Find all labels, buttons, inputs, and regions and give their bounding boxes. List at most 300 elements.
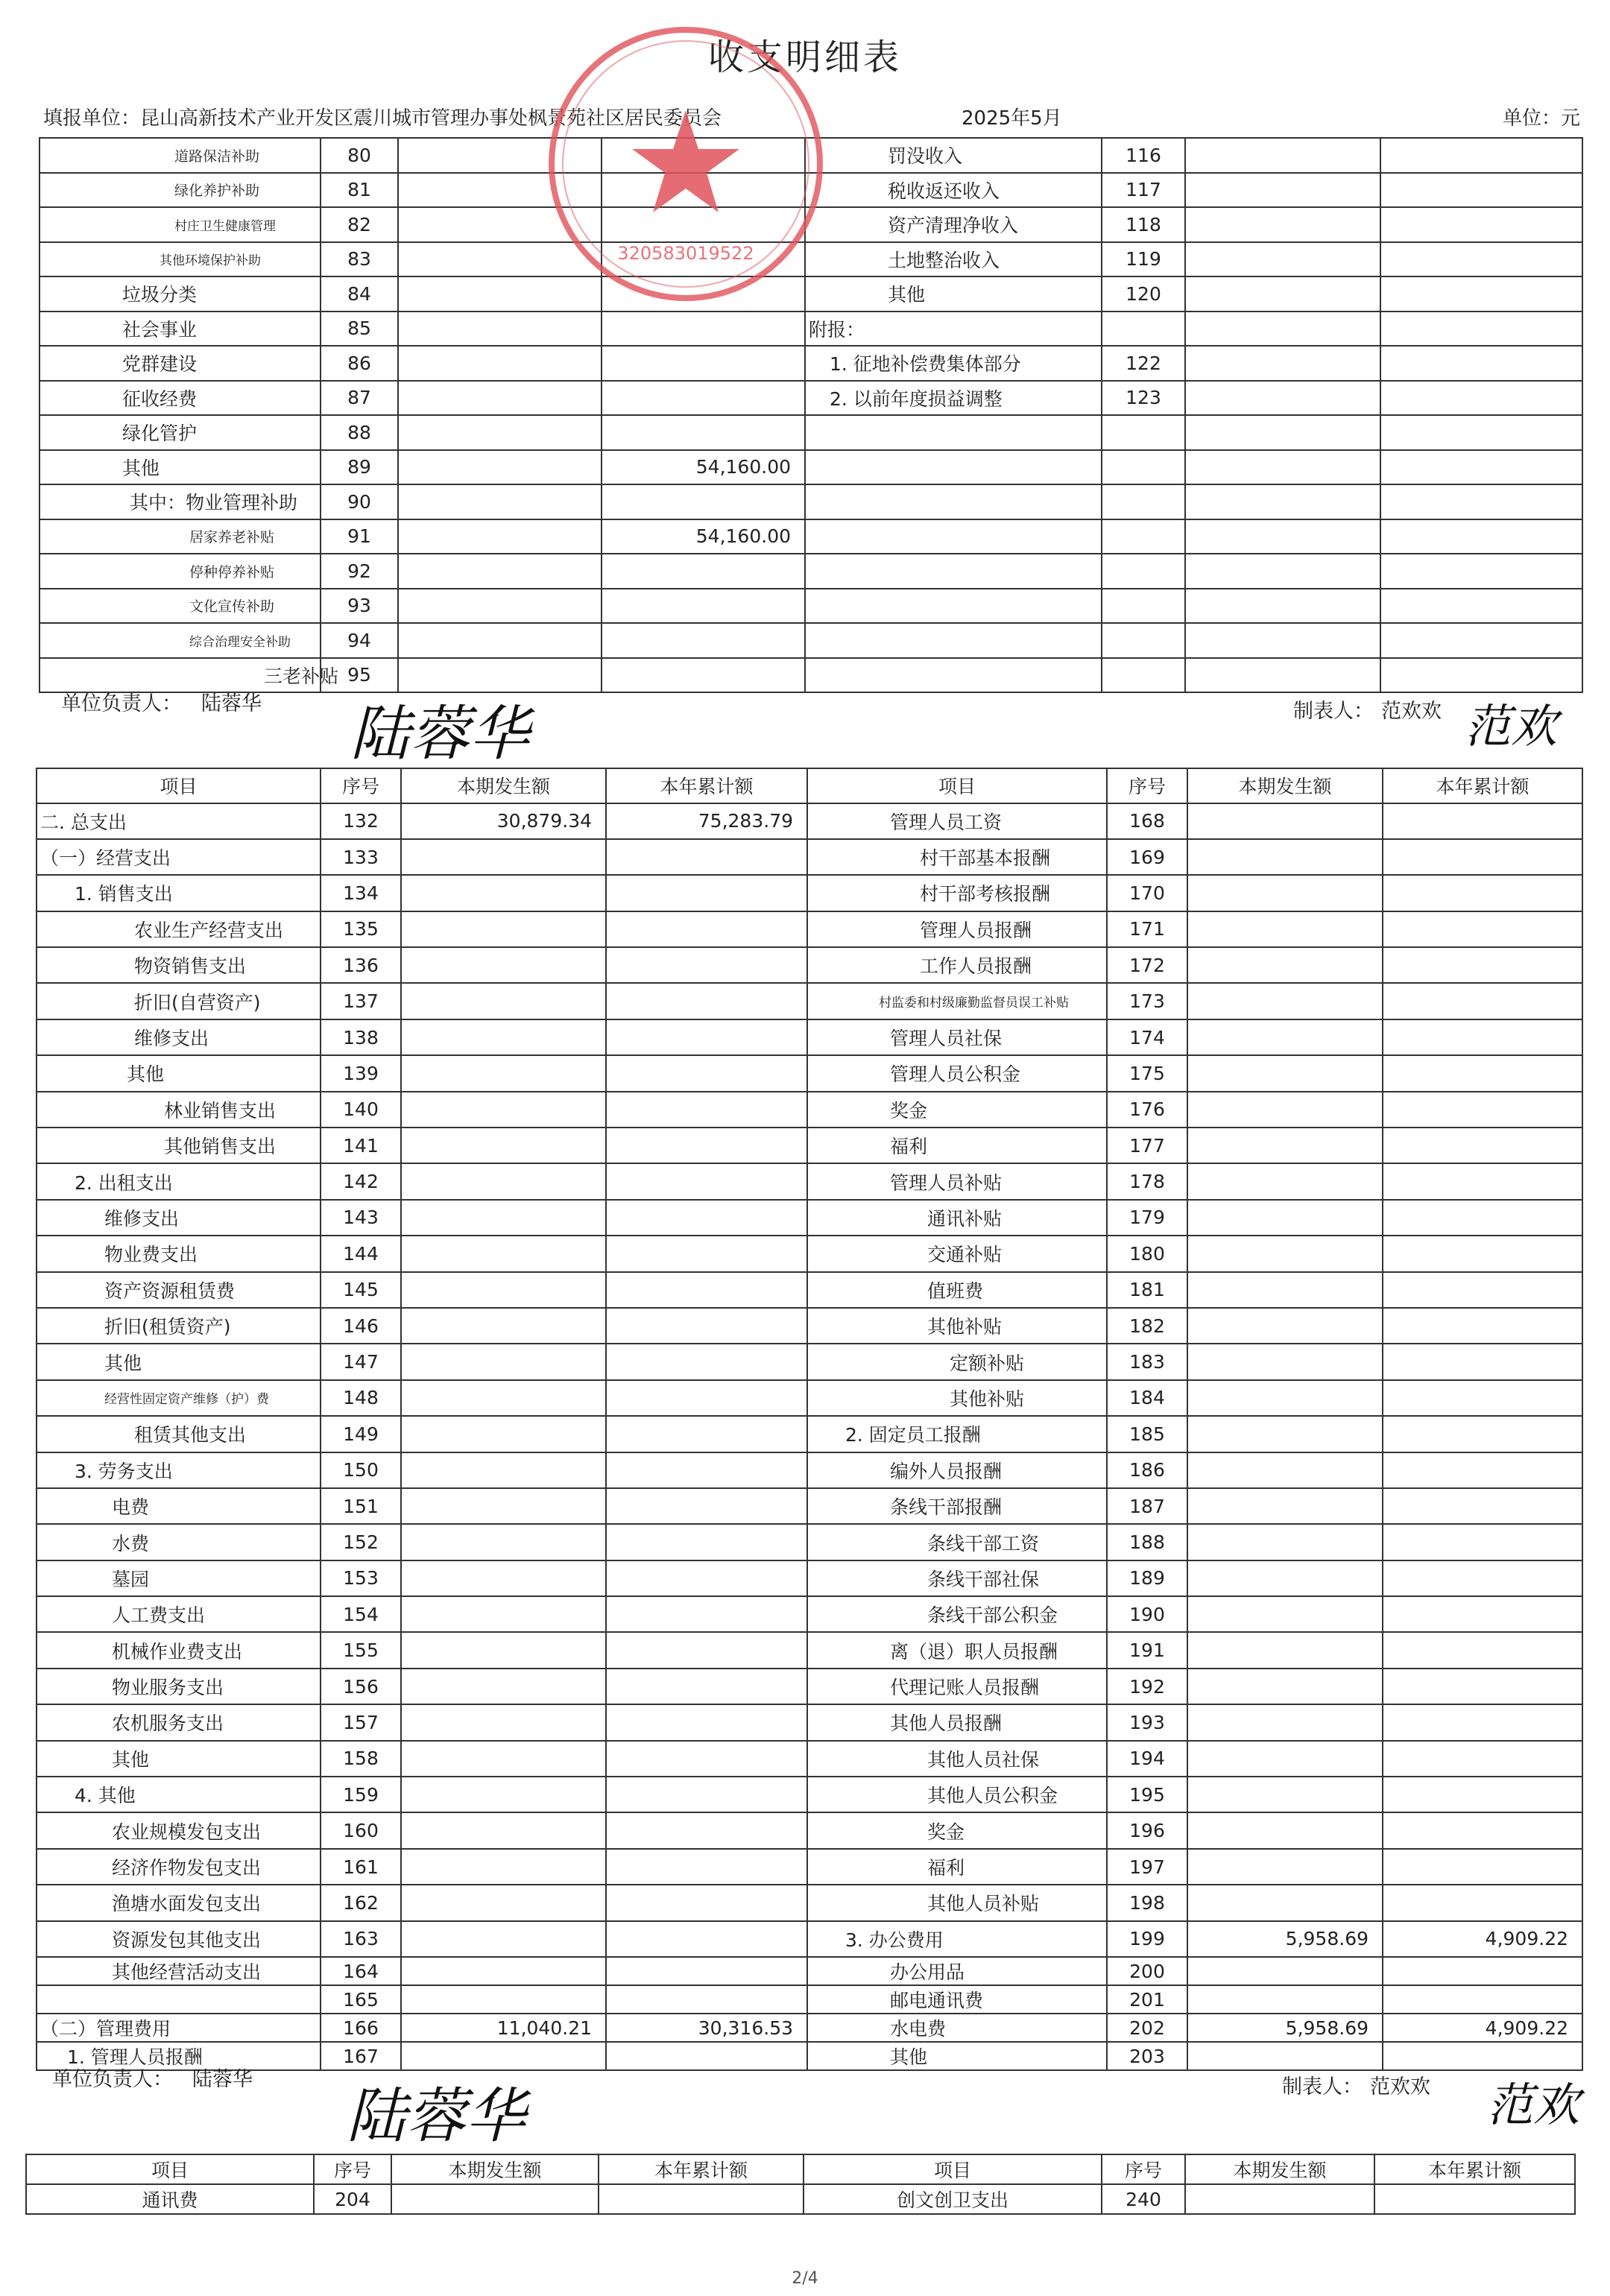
row-item: 经营性固定资产维修（护）费 (37, 1380, 321, 1416)
row-ytd: 54,160.00 (602, 450, 805, 485)
row-current (1187, 1524, 1383, 1560)
row-current (1185, 519, 1380, 554)
row-no: 122 (1102, 346, 1185, 381)
row-current (1187, 1236, 1383, 1271)
row-current (401, 1308, 606, 1344)
row-no: 199 (1107, 1921, 1187, 1957)
row-ytd (1380, 207, 1582, 242)
row-no: 88 (321, 415, 398, 450)
row-ytd (606, 1741, 807, 1777)
row-no: 172 (1107, 947, 1187, 983)
row-no: 180 (1107, 1236, 1187, 1271)
row-no: 117 (1102, 173, 1185, 208)
row-no (1102, 311, 1185, 347)
col-header-ytd: 本年累计额 (1383, 768, 1582, 803)
row-ytd (1383, 1092, 1582, 1128)
row-item (805, 658, 1102, 693)
row-ytd (606, 875, 807, 911)
row-ytd (606, 1416, 807, 1452)
row-ytd (1380, 415, 1582, 450)
row-item: 4. 其他 (37, 1777, 321, 1812)
row-current (401, 1632, 606, 1668)
row-no: 190 (1107, 1596, 1187, 1632)
row-no: 185 (1107, 1416, 1187, 1452)
row-item: 办公用品 (807, 1957, 1107, 1985)
row-no: 135 (321, 911, 401, 947)
row-item: 工作人员报酬 (807, 947, 1107, 983)
row-item: 创文创卫支出 (804, 2184, 1102, 2214)
row-ytd (606, 1163, 807, 1199)
row-current (1185, 415, 1380, 450)
row-ytd (1383, 1849, 1582, 1885)
row-ytd (1383, 1380, 1582, 1416)
row-ytd (606, 1596, 807, 1632)
row-item: 管理人员公积金 (807, 1055, 1107, 1091)
row-no (1102, 519, 1185, 554)
table-row (40, 589, 1582, 624)
row-item: 土地整治收入 (805, 242, 1102, 277)
row-ytd (1380, 658, 1582, 693)
row-no: 200 (1107, 1957, 1187, 1985)
row-item: 农业规模发包支出 (37, 1812, 321, 1848)
row-current (1187, 1163, 1383, 1199)
row-current (398, 311, 602, 347)
row-current (1187, 803, 1383, 839)
row-item: 2. 固定员工报酬 (807, 1416, 1107, 1452)
row-ytd (1383, 1344, 1582, 1379)
row-ytd (1383, 803, 1582, 839)
table-row (37, 839, 1582, 875)
row-no: 186 (1107, 1452, 1187, 1488)
row-no: 81 (321, 173, 398, 208)
row-item: 3. 办公费用 (807, 1921, 1107, 1957)
row-ytd (606, 1308, 807, 1344)
row-item: 水费 (37, 1524, 321, 1560)
row-current (401, 1128, 606, 1163)
row-ytd (606, 1055, 807, 1091)
row-current (1187, 1777, 1383, 1812)
row-ytd (1383, 2042, 1582, 2070)
row-ytd (1380, 484, 1582, 519)
row-item: 其他经营活动支出 (37, 1957, 321, 1985)
official-seal-stamp (544, 22, 827, 306)
row-ytd: 4,909.22 (1383, 1921, 1582, 1957)
page-number: 2/4 (792, 2269, 818, 2288)
row-no: 163 (321, 1921, 401, 1957)
row-current (401, 1380, 606, 1416)
row-no: 168 (1107, 803, 1187, 839)
row-no: 149 (321, 1416, 401, 1452)
row-item: 其他补贴 (807, 1308, 1107, 1344)
row-ytd (1380, 138, 1582, 173)
row-current (398, 589, 602, 624)
row-ytd (606, 1092, 807, 1128)
row-no: 83 (321, 242, 398, 277)
row-item: 其他 (807, 2042, 1107, 2070)
row-ytd (606, 1669, 807, 1704)
row-ytd (1383, 1272, 1582, 1308)
row-no: 160 (321, 1812, 401, 1848)
table-row (37, 1741, 1582, 1777)
row-no: 119 (1102, 242, 1185, 277)
table-row (37, 2042, 1582, 2070)
row-current (1187, 911, 1383, 947)
row-ytd (606, 1236, 807, 1271)
row-current (1185, 450, 1380, 485)
row-no: 201 (1107, 1985, 1187, 2014)
row-ytd (1383, 1128, 1582, 1163)
row-ytd (1380, 276, 1582, 311)
row-item: 党群建设 (40, 346, 321, 381)
row-current (1187, 1272, 1383, 1308)
row-ytd (1383, 1163, 1582, 1199)
row-current (398, 450, 602, 485)
row-current (401, 983, 606, 1019)
row-ytd (602, 623, 805, 658)
row-current (1187, 839, 1383, 875)
row-item: 其他 (805, 276, 1102, 311)
row-no: 134 (321, 875, 401, 911)
row-current (1187, 1812, 1383, 1848)
principal-label: 单位负责人： (61, 692, 182, 715)
row-item: 绿化管护 (40, 415, 321, 450)
row-current (1185, 346, 1380, 381)
row-current (401, 2042, 606, 2070)
row-item: 农业生产经营支出 (37, 911, 321, 947)
row-current (1187, 1344, 1383, 1379)
row-ytd (606, 1849, 807, 1885)
principal-label: 单位负责人： (52, 2068, 173, 2091)
row-current (401, 1019, 606, 1055)
row-no: 167 (321, 2042, 401, 2070)
row-current (401, 1957, 606, 1985)
row-current (1187, 1019, 1383, 1055)
row-no: 158 (321, 1741, 401, 1777)
row-item: （二）管理费用 (37, 2014, 321, 2042)
row-no (1102, 623, 1185, 658)
row-ytd (1383, 1669, 1582, 1704)
row-no: 120 (1102, 276, 1185, 311)
row-ytd (1380, 173, 1582, 208)
row-no: 193 (1107, 1704, 1187, 1740)
table-row (37, 1308, 1582, 1344)
row-ytd (606, 911, 807, 947)
row-item: 三老补贴 (40, 658, 321, 693)
table-row (37, 1236, 1582, 1271)
row-current (1187, 983, 1383, 1019)
row-current: 5,958.69 (1187, 2014, 1383, 2042)
row-current (401, 1416, 606, 1452)
table-row (37, 1812, 1582, 1848)
row-item: 值班费 (807, 1272, 1107, 1308)
row-no: 89 (321, 450, 398, 485)
row-item: 其他人员报酬 (807, 1704, 1107, 1740)
row-no: 169 (1107, 839, 1187, 875)
row-item: 综合治理安全补助 (40, 623, 321, 658)
row-current (1187, 1849, 1383, 1885)
row-current (401, 875, 606, 911)
row-item (805, 519, 1102, 554)
row-ytd: 75,283.79 (606, 803, 807, 839)
table-row (37, 1380, 1582, 1416)
row-current (1185, 554, 1380, 589)
row-no: 143 (321, 1200, 401, 1236)
row-item: 离（退）职人员报酬 (807, 1632, 1107, 1668)
row-item: 物资销售支出 (37, 947, 321, 983)
row-item: 维修支出 (37, 1200, 321, 1236)
row-current (1185, 173, 1380, 208)
row-current (401, 947, 606, 983)
table-row (40, 623, 1582, 658)
principal-signoff-1 (61, 687, 262, 716)
row-no: 91 (321, 519, 398, 554)
table-row (37, 1092, 1582, 1128)
row-ytd (606, 1985, 807, 2014)
row-no: 164 (321, 1957, 401, 1985)
row-no: 196 (1107, 1812, 1187, 1848)
row-no: 159 (321, 1777, 401, 1812)
row-no: 170 (1107, 875, 1187, 911)
row-item: 奖金 (807, 1812, 1107, 1848)
row-no: 141 (321, 1128, 401, 1163)
row-current (401, 1200, 606, 1236)
row-item: 条线干部工资 (807, 1524, 1107, 1560)
row-item: 征收经费 (40, 381, 321, 416)
row-current (398, 415, 602, 450)
row-no: 145 (321, 1272, 401, 1308)
row-current (401, 1272, 606, 1308)
principal-name: 陆蓉华 (192, 2068, 253, 2091)
row-ytd (606, 1560, 807, 1596)
row-no: 146 (321, 1308, 401, 1344)
row-item: 资产清理净收入 (805, 207, 1102, 242)
row-no: 181 (1107, 1272, 1187, 1308)
row-current (1185, 589, 1380, 624)
row-ytd (1383, 1308, 1582, 1344)
row-item: 通讯费 (26, 2184, 314, 2214)
table-row (37, 1985, 1582, 2014)
row-current (1185, 381, 1380, 416)
preparer-signoff-1 (1293, 695, 1442, 724)
row-item: 邮电通讯费 (807, 1985, 1107, 2014)
table-row (40, 381, 1582, 416)
row-current (401, 1524, 606, 1560)
table-row (40, 450, 1582, 485)
row-item: 1. 征地补偿费集体部分 (805, 346, 1102, 381)
preparer-name: 范欢欢 (1370, 2075, 1430, 2099)
table-row (37, 1957, 1582, 1985)
table-row (37, 1272, 1582, 1308)
row-no: 118 (1102, 207, 1185, 242)
row-ytd (1380, 623, 1582, 658)
row-item: 条线干部社保 (807, 1560, 1107, 1596)
table-row (40, 484, 1582, 519)
row-item: 其他 (37, 1055, 321, 1091)
row-item: 其中：物业管理补助 (40, 484, 321, 519)
row-item (805, 623, 1102, 658)
row-no: 152 (321, 1524, 401, 1560)
table-row (37, 983, 1582, 1019)
table-row (37, 803, 1582, 839)
row-ytd (606, 1019, 807, 1055)
row-ytd: 30,316.53 (606, 2014, 807, 2042)
principal-signoff-2 (52, 2063, 253, 2092)
row-item: 1. 销售支出 (37, 875, 321, 911)
row-no: 138 (321, 1019, 401, 1055)
row-no: 80 (321, 138, 398, 173)
row-no: 187 (1107, 1488, 1187, 1524)
row-no: 179 (1107, 1200, 1187, 1236)
row-no: 182 (1107, 1308, 1187, 1344)
table-header-row (37, 768, 1582, 803)
row-item: 管理人员补贴 (807, 1163, 1107, 1199)
preparer-label: 制表人： (1293, 700, 1374, 723)
row-ytd (606, 1812, 807, 1848)
row-current (1185, 311, 1380, 347)
row-item: 其他人员公积金 (807, 1777, 1107, 1812)
row-ytd (606, 1380, 807, 1416)
row-current (401, 1812, 606, 1848)
row-current (1187, 1885, 1383, 1920)
row-ytd (1383, 1416, 1582, 1452)
row-no: 191 (1107, 1632, 1187, 1668)
row-no: 171 (1107, 911, 1187, 947)
table-row (40, 311, 1582, 347)
table-row (37, 1452, 1582, 1488)
row-ytd (606, 1524, 807, 1560)
row-current (1187, 1704, 1383, 1740)
row-ytd (1383, 1524, 1582, 1560)
row-item: 通讯补贴 (807, 1200, 1107, 1236)
row-current (401, 1596, 606, 1632)
row-item: 文化宣传补助 (40, 589, 321, 624)
row-item: 资源发包其他支出 (37, 1921, 321, 1957)
row-item: 条线干部报酬 (807, 1488, 1107, 1524)
col-header-item: 项目 (26, 2154, 314, 2184)
row-no: 202 (1107, 2014, 1187, 2042)
row-item: 租赁其他支出 (37, 1416, 321, 1452)
row-no: 154 (321, 1596, 401, 1632)
row-item: 2. 以前年度损益调整 (805, 381, 1102, 416)
row-item: 物业服务支出 (37, 1669, 321, 1704)
col-header-current: 本期发生额 (1187, 768, 1383, 803)
row-current (1185, 242, 1380, 277)
row-item: 停种停养补贴 (40, 554, 321, 589)
row-ytd (1380, 346, 1582, 381)
handwritten-signature-2: 陆蓉华 (347, 2081, 525, 2151)
table-row (37, 1632, 1582, 1668)
row-no: 173 (1107, 983, 1187, 1019)
row-current (1185, 2184, 1374, 2214)
row-current (398, 381, 602, 416)
table-row (26, 2184, 1575, 2214)
row-item: 其他 (40, 450, 321, 485)
row-current (1187, 1669, 1383, 1704)
row-ytd (606, 1704, 807, 1740)
principal-name: 陆蓉华 (201, 692, 262, 715)
row-no: 148 (321, 1380, 401, 1416)
row-ytd (606, 983, 807, 1019)
row-item: 二. 总支出 (37, 803, 321, 839)
row-item: 人工费支出 (37, 1596, 321, 1632)
row-no: 198 (1107, 1885, 1187, 1920)
row-ytd (602, 554, 805, 589)
row-ytd (1383, 1560, 1582, 1596)
table-row (37, 947, 1582, 983)
row-ytd (1383, 1812, 1582, 1848)
row-no: 84 (321, 276, 398, 311)
table-row (37, 1704, 1582, 1740)
row-current (1187, 1200, 1383, 1236)
row-no: 166 (321, 2014, 401, 2042)
row-ytd (599, 2184, 804, 2214)
col-header-current: 本期发生额 (401, 768, 606, 803)
row-item: 村干部考核报酬 (807, 875, 1107, 911)
row-no: 82 (321, 207, 398, 242)
row-current (401, 1452, 606, 1488)
row-item (805, 554, 1102, 589)
row-current (401, 1921, 606, 1957)
row-no: 176 (1107, 1092, 1187, 1128)
row-no: 155 (321, 1632, 401, 1668)
preparer-label: 制表人： (1282, 2075, 1363, 2099)
col-header-ytd: 本年累计额 (599, 2154, 804, 2184)
table-row (37, 1777, 1582, 1812)
row-item: 其他环境保护补助 (40, 242, 321, 277)
row-ytd (1383, 1200, 1582, 1236)
row-ytd (602, 484, 805, 519)
reporting-unit-name: 昆山高新技术产业开发区震川城市管理办事处枫景苑社区居民委员会 (140, 107, 722, 130)
row-ytd (1383, 1777, 1582, 1812)
col-header-no: 序号 (1102, 2154, 1185, 2184)
row-ytd (606, 1885, 807, 1920)
row-ytd (606, 2042, 807, 2070)
col-header-item: 项目 (807, 768, 1107, 803)
row-item: 其他 (37, 1741, 321, 1777)
row-ytd (606, 1128, 807, 1163)
row-no: 192 (1107, 1669, 1187, 1704)
row-item: 其他人员社保 (807, 1741, 1107, 1777)
row-item: 编外人员报酬 (807, 1452, 1107, 1488)
row-ytd (606, 1488, 807, 1524)
row-item: 村干部基本报酬 (807, 839, 1107, 875)
row-current (401, 1560, 606, 1596)
row-no (1102, 554, 1185, 589)
col-header-no: 序号 (314, 2154, 391, 2184)
table-row (37, 1849, 1582, 1885)
row-ytd (606, 947, 807, 983)
row-ytd (1380, 554, 1582, 589)
row-item: 交通补贴 (807, 1236, 1107, 1271)
row-current (401, 1055, 606, 1091)
row-item: 其他 (37, 1344, 321, 1379)
row-ytd (1383, 1452, 1582, 1488)
row-current (401, 839, 606, 875)
row-ytd (606, 1272, 807, 1308)
row-ytd (1380, 311, 1582, 347)
page-title: 收支明细表 (707, 37, 902, 78)
table-row (37, 2014, 1582, 2042)
table-row (37, 1055, 1582, 1091)
col-header-ytd: 本年累计额 (606, 768, 807, 803)
row-ytd (1383, 1957, 1582, 1985)
row-item: 居家养老补贴 (40, 519, 321, 554)
row-ytd (606, 1452, 807, 1488)
row-ytd (602, 589, 805, 624)
row-item: 社会事业 (40, 311, 321, 347)
row-no: 188 (1107, 1524, 1187, 1560)
row-no: 157 (321, 1704, 401, 1740)
